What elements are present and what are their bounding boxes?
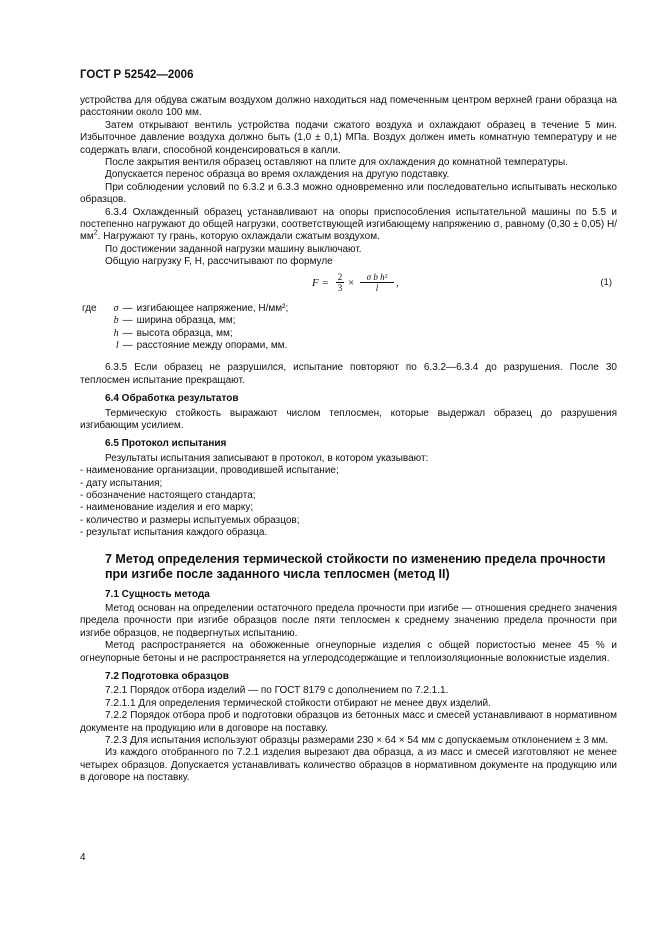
paragraph: При соблюдении условий по 6.3.2 и 6.3.3 можно одновременно или последовательно испытывать несколько образцов. xyxy=(80,181,617,206)
paragraph: Общую нагрузку F, Н, рассчитывают по формуле xyxy=(105,256,333,268)
list-item: - наименование организации, проводившей испытание; xyxy=(80,465,339,477)
clause-text: 6.3.4 Охлажденный образец устанавливают на опоры приспособления испытательной машины по 5.5 и постепенно нагружают до общей нагрузки, соответствующей изгибающему напряжению σ, равному (0,30 ± 0,05) Н/мм xyxy=(80,206,617,243)
paragraph: 7.2.3 Для испытания используют образцы размерами 230 × 64 × 54 мм с допускаемым отклонением ± 3 мм. xyxy=(105,735,609,747)
superscript: 2 xyxy=(93,230,98,238)
section-heading-6-4: 6.4 Обработка результатов xyxy=(105,393,239,405)
fraction-denominator: l xyxy=(360,282,394,293)
section-heading-7-1: 7.1 Сущность метода xyxy=(105,588,210,600)
fraction-numerator: 2 xyxy=(337,271,343,282)
variables-legend xyxy=(80,303,290,353)
page-number: 4 xyxy=(80,852,86,863)
section-heading-7-2: 7.2 Подготовка образцов xyxy=(105,671,229,683)
dash: — xyxy=(122,327,133,339)
paragraph: Термическую стойкость выражают числом теплосмен, которые выдержал образец до разрушения изгибающим усилием. xyxy=(80,407,617,431)
standard-code-header: ГОСТ Р 52542—2006 xyxy=(80,69,194,81)
paragraph: Метод основан на определении остаточного предела прочности при изгибе — отношения среднего значения предела прочности при изгибе образцов после пяти теплосмен к среднему значению предела прочности при изгибе образцов, не подвергнутых испытанию. xyxy=(80,603,617,639)
protocol-items-list xyxy=(80,465,617,539)
paragraph: 7.2.1 Порядок отбора изделий — по ГОСТ 8179 с дополнением по 7.2.1.1. xyxy=(105,685,449,697)
section-heading-7: 7 Метод определения термической стойкости по изменению предела прочности при изгибе после заданного числа теплосмен (метод II) xyxy=(105,551,606,582)
symbol-description: высота образца, мм; xyxy=(136,327,233,339)
symbol: l xyxy=(115,339,119,351)
paragraph: Затем открывают вентиль устройства подачи сжатого воздуха и охлаждают образец в течение 5 мин. Избыточное давление воздуха должно быть (1,0 ± 0,1) МПа. Воздух должен иметь комнатную температуру и не содержать влаги, способной конденсироваться в капли. xyxy=(80,119,617,156)
fraction-two-thirds xyxy=(336,272,344,293)
page-body xyxy=(80,95,617,785)
paragraph: Результаты испытания записывают в протокол, в котором указывают: xyxy=(105,452,429,464)
fraction-denominator: 3 xyxy=(337,282,343,293)
legend-row xyxy=(80,315,290,327)
dash: — xyxy=(122,315,133,327)
paragraph: 7.2.1.1 Для определения термической стойкости отбирают не менее двух изделий. xyxy=(105,697,491,709)
clause-text: . Нагружают ту грань, которую охлаждали сжатым воздухом. xyxy=(97,231,380,243)
list-item: - наименование изделия и его марку; xyxy=(80,502,254,514)
formula-number: (1) xyxy=(600,276,612,288)
formula-1 xyxy=(80,269,617,303)
symbol-description: изгибающее напряжение, Н/мм²; xyxy=(136,302,289,314)
fraction-numerator: σ b h² xyxy=(366,271,388,282)
symbol-description: расстояние между опорами, мм. xyxy=(136,339,288,351)
paragraph: Метод распространяется на обожженные огнеупорные изделия с общей пористостью менее 45 % и огнеупорные бетоны и не распространяется на углеродсодержащие и теплоизоляционные волокнистые изделия. xyxy=(80,640,617,664)
legend-row xyxy=(80,340,290,352)
clause-6-3-5: 6.3.5 Если образец не разрушился, испытание повторяют по 6.3.2—6.3.4 до разрушения. После 30 теплосмен испытание прекращают. xyxy=(80,362,617,386)
fraction-load xyxy=(360,272,394,293)
list-item: - дату испытания; xyxy=(80,477,163,489)
legend-row xyxy=(80,303,290,315)
legend-row xyxy=(80,328,290,340)
symbol: σ xyxy=(113,302,119,314)
clause-6-3-4 xyxy=(80,207,617,244)
section-heading-6-5: 6.5 Протокол испытания xyxy=(105,438,227,450)
symbol-description: ширина образца, мм; xyxy=(136,315,236,327)
paragraph: 7.2.2 Порядок отбора проб и подготовки образцов из бетонных масс и смесей устанавливают в нормативном документе на продукцию или в договоре на поставку. xyxy=(80,710,617,734)
paragraph: Допускается перенос образца во время охлаждения на другую подставку. xyxy=(105,169,450,181)
paragraph: Из каждого отобранного по 7.2.1 изделия вырезают два образца, а из масс и смесей изготовляют не менее четырех образцов. Допускается устанавливать количество образцов в нормативном документе на продукцию или в договоре на поставку. xyxy=(80,747,617,784)
where-label: где xyxy=(82,302,97,314)
paragraph: После закрытия вентиля образец оставляют на плите для охлаждения до комнатной температуры. xyxy=(105,157,568,169)
dash: — xyxy=(122,339,133,351)
dash: — xyxy=(122,302,133,314)
list-item: - количество и размеры испытуемых образцов; xyxy=(80,514,300,526)
list-item: - обозначение настоящего стандарта; xyxy=(80,489,256,501)
paragraph: По достижении заданной нагрузки машину выключают. xyxy=(105,243,362,255)
symbol: h xyxy=(113,327,119,339)
list-item: - результат испытания каждого образца. xyxy=(80,527,268,539)
times-sign: × xyxy=(348,276,355,289)
formula-comma: , xyxy=(396,276,399,289)
formula-lhs: F = xyxy=(312,276,329,289)
paragraph: устройства для обдува сжатым воздухом должно находиться над помеченным центром верхней грани образца на расстоянии около 100 мм. xyxy=(80,95,617,119)
symbol: b xyxy=(113,315,119,327)
